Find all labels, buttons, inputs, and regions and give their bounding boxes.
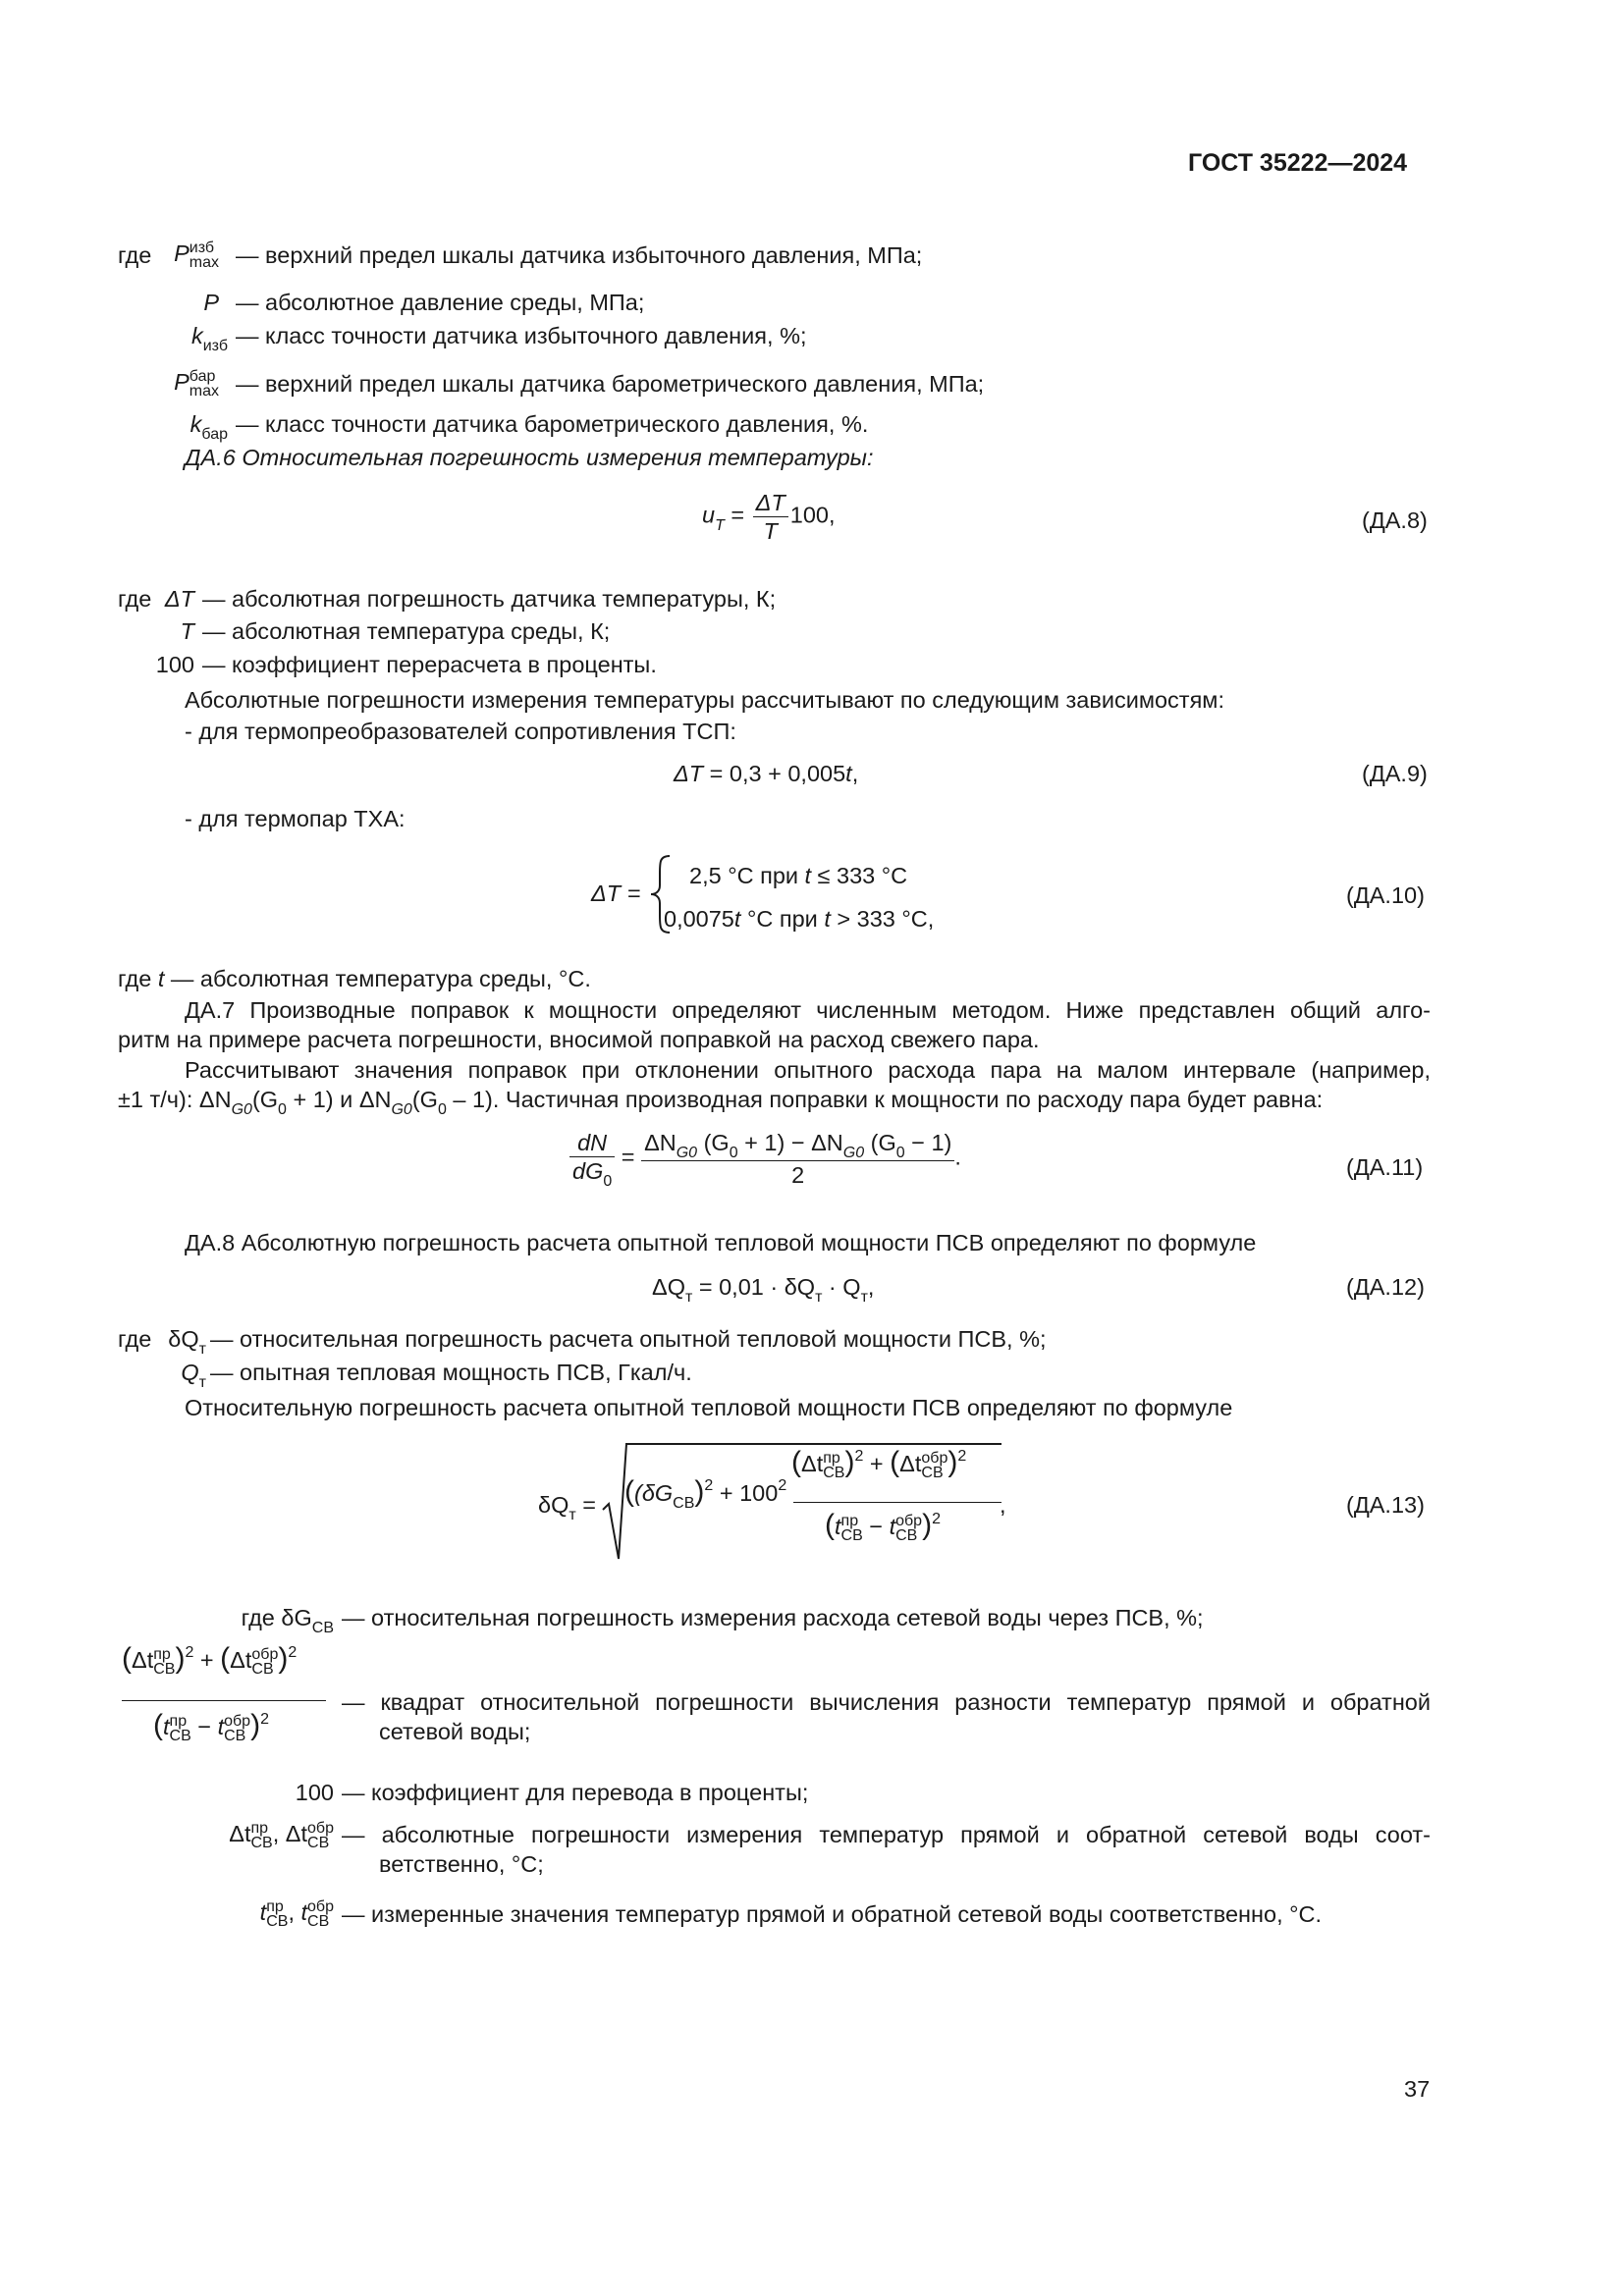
equation-da8: $u_T$ = $\frac{\Delta T}{T}$ 100, [702,490,836,544]
def-delta-t-pr-obr-line1: — абсолютные погрешности измерения температур прямой и обратной сетевой воды соот- [342,1822,1431,1847]
symbol-delta-t-pr-obr: Δt пр СВ , Δt обр СВ [229,1819,334,1851]
symbol-t-pr-obr: t пр СВ , t обр СВ [259,1897,334,1930]
def-fraction-line2: сетевой воды; [379,1719,531,1744]
para-abs-errors: Абсолютные погрешности измерения температуры рассчитывают по следующим зависимостям: [185,687,1224,713]
label-da12: (ДА.12) [1346,1274,1425,1300]
equation-da9: ΔT = 0,3 + 0,005t, [674,761,859,786]
para-rel-error: Относительную погрешность расчета опытной тепловой мощности ПСВ определяют по формуле [185,1395,1233,1420]
symbol-100: 100 [155,652,194,677]
section-da7-line3: Рассчитывают значения поправок при отклонении опытного расхода пара на малом интервале (например, [185,1057,1431,1083]
section-da7-line2: ритм на примере расчета погрешности, вносимой поправкой на расход свежего пара. [118,1027,1040,1052]
symbol-k-izb: $k_{изб}$ [190,323,228,354]
def-delta-q: — относительная погрешность расчета опытной тепловой мощности ПСВ, %; [210,1326,1047,1352]
label-da13: (ДА.13) [1346,1492,1425,1518]
equation-da10-lhs: ΔT = [591,881,641,906]
symbol-t: T [180,618,194,644]
equation-da10-case2: 0,0075t °С при t > 333 °С, [664,906,935,932]
def-k-izb: — класс точности датчика избыточного давления, %; [236,323,807,348]
section-da7-line4: ±1 т/ч): $\Delta N_{G0}(G_0 + 1)$ и $\Delta N_{G0}(G_0 - 1)$. Частичная производная поправки к мощности по расходу пара будет равна: [118,1087,1324,1118]
equation-da13-frac-den: (t пр СВ − t обр СВ )$^2$ [825,1509,941,1544]
symbol-100-b: 100 [295,1780,334,1805]
def-fraction-bar [122,1700,326,1701]
def-fraction-den: (t пр СВ − t обр СВ )$^2$ [153,1709,269,1744]
equation-da12: $\Delta Q_т = 0,01 \cdot \delta Q_т \cdot Q_т$, [652,1274,875,1306]
equation-da13-frac-bar [793,1502,1001,1503]
section-da8-title: ДА.8 Абсолютную погрешность расчета опытной тепловой мощности ПСВ определяют по формуле [185,1230,1257,1255]
def-k-bar: — класс точности датчика барометрического давления, %. [236,411,869,437]
label-da8: (ДА.8) [1362,507,1428,533]
equation-da10-case1: 2,5 °С при t ≤ 333 °С [689,863,908,888]
section-da6-title: ДА.6 Относительная погрешность измерения температуры: [185,445,874,470]
equation-da11: $\frac{dN}{dG_0}$ = $\frac{\Delta N_{G0} (G_0 + 1) - \Delta N_{G0} (G_0 - 1)}{2}$ . [569,1129,961,1189]
item-tha: - для термопар ТХА: [185,806,406,831]
symbol-q: $Q_т$ [181,1360,206,1391]
where-t-def: где t — абсолютная температура среды, °С. [118,966,591,991]
def-p: — абсолютное давление среды, МПа; [236,290,645,315]
equation-da13-comma: , [1000,1492,1006,1518]
symbol-k-bar: $k_{бар}$ [189,411,228,443]
def-p-max-izb: — верхний предел шкалы датчика избыточного давления, МПа; [236,242,923,268]
def-q: — опытная тепловая мощность ПСВ, Гкал/ч. [210,1360,692,1385]
def-t: — абсолютная температура среды, К; [202,618,611,644]
def-delta-t-pr-obr-line2: ветственно, °С; [379,1851,544,1877]
page-number: 37 [1404,2076,1431,2102]
equation-da13-lhs: $\delta Q_т$ = [538,1492,596,1523]
def-fraction-num: (Δt пр СВ )$^2$ + (Δt обр СВ )$^2$ [122,1642,298,1678]
def-delta-g-sv: — относительная погрешность измерения расхода сетевой воды через ПСВ, %; [342,1605,1204,1630]
def-fraction-line1: — квадрат относительной погрешности вычисления разности температур прямой и обратной [342,1689,1431,1715]
def-100-b: — коэффициент для перевода в проценты; [342,1780,809,1805]
item-tsp: - для термопреобразователей сопротивления ТСП: [185,719,736,744]
def-delta-t: — абсолютная погрешность датчика температуры, К; [202,586,777,612]
def-p-max-bar: — верхний предел шкалы датчика барометрического давления, МПа; [236,371,985,397]
def-t-pr-obr: — измеренные значения температур прямой и обратной сетевой воды соответственно, °С. [342,1901,1323,1927]
symbol-delta-t: ΔT [164,586,194,612]
equation-da13-frac-num: (Δt пр СВ )$^2$ + (Δt обр СВ )$^2$ [791,1446,967,1481]
where-label: где [118,242,152,268]
symbol-delta-g-sv: где $\delta G_{СВ}$ [241,1605,334,1636]
section-da7-line1: ДА.7 Производные поправок к мощности определяют численным методом. Ниже представлен общий алго- [185,997,1431,1023]
equation-da13-term1: ($(\delta G_{СВ})^2 + 100^2$ [624,1475,787,1512]
symbol-p-max-bar: P бар max [174,367,219,400]
label-da11: (ДА.11) [1346,1154,1424,1180]
def-100: — коэффициент перерасчета в проценты. [202,652,657,677]
where-label-3: где [118,1326,152,1352]
label-da10: (ДА.10) [1346,882,1425,908]
symbol-p: P [203,290,219,315]
standard-code: ГОСТ 35222—2024 [1188,149,1408,177]
where-label-2: где [118,586,152,612]
symbol-delta-q: $\delta Q_т$ [168,1326,206,1358]
symbol-p-max-izb: P изб max [174,239,219,271]
label-da9: (ДА.9) [1362,761,1428,786]
